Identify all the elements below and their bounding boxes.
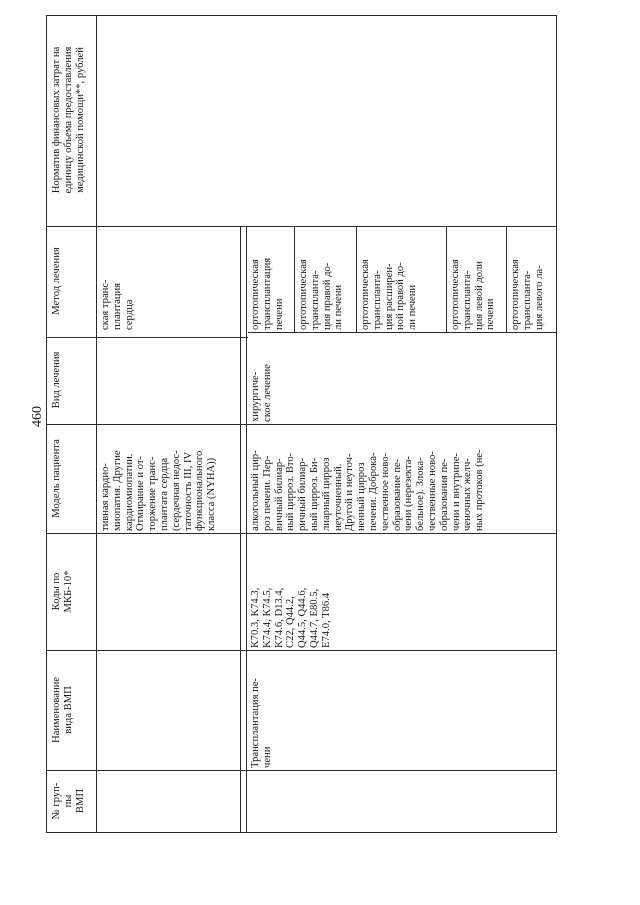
sep-name-group [46,770,557,771]
row-sep-a [240,226,241,833]
row2-method-3: ортотопическая трансплантa- ция расширен- ной правой до- ли печени [360,259,419,330]
row1-method: ская транс- плантация сердца [100,279,135,330]
header-norm-text: Норматив финансовых затрат на единицу объема предоставления медицинской помощи**, рублей [51,46,86,194]
frame-top [46,15,557,16]
header-model: Модель пациента [51,439,62,518]
sep-method-type-b [248,332,557,333]
sep-model-codes [46,533,557,534]
method-sub-4 [506,226,507,332]
frame-bottom [46,832,557,833]
method-sub-3 [446,226,447,332]
row-sep-b [246,226,247,833]
sep-method-type [46,337,248,338]
row2-method-4: ортотопическая трансплантa- ция левой доли печени [450,259,497,330]
header-codes: Коды по МКБ-10* [51,570,74,613]
row2-method-2: ортотопическая трансплантa- ция правой до- ли печени [298,259,345,330]
row2-name: Трансплантация пе- чени [250,678,273,768]
method-sub-2 [356,226,357,332]
page-number-portrait: 460 [30,406,45,427]
method-sub-1 [294,226,295,332]
header-method: Метод лечения [51,247,62,315]
sep-norm-method [46,226,557,227]
header-group: № груп- пы ВМП [51,782,86,820]
row1-model: тивная кардио- миопатия. Другие кардиомиопатии. Отмирание и от- торжение транс- плантата сердца (сердечная недос- таточность III, IV функционального класса (NYHA)) [100,450,218,531]
row2-method-1: ортотопическая трансплантация печени [250,257,285,330]
sep-codes-name [46,650,557,651]
row2-model: алкогольный цир- роз печени. Пер- вичный билиар- ный цирроз. Вто- ричный билиар- ный цирроз. Би- лиарный цирроз неуточненный. Другой и неуточ- ненный цирроз печени. Доброка- чественное ново- образование пе- чени (нерезекта- бельное). Злока- чественные ново- образования пе- чени и внутрипе- ченочных желч- ных протоков (не- [250,449,486,531]
header-name: Наименование вида ВМП [51,677,74,743]
header-type: Вид лечения [51,351,62,409]
row2-type: хирургиче- ское лечение [250,364,273,422]
row2-codes: K70.3, K74.3, K74.4, K74.5, K74.6, D13.4, C22, Q44.2, Q44.5, Q44.6, Q44.7, E80.5, E74.0, T86.4 [250,587,332,648]
row2-method-5: ортотопическая трансплантa- ция левого ла- [510,259,545,330]
